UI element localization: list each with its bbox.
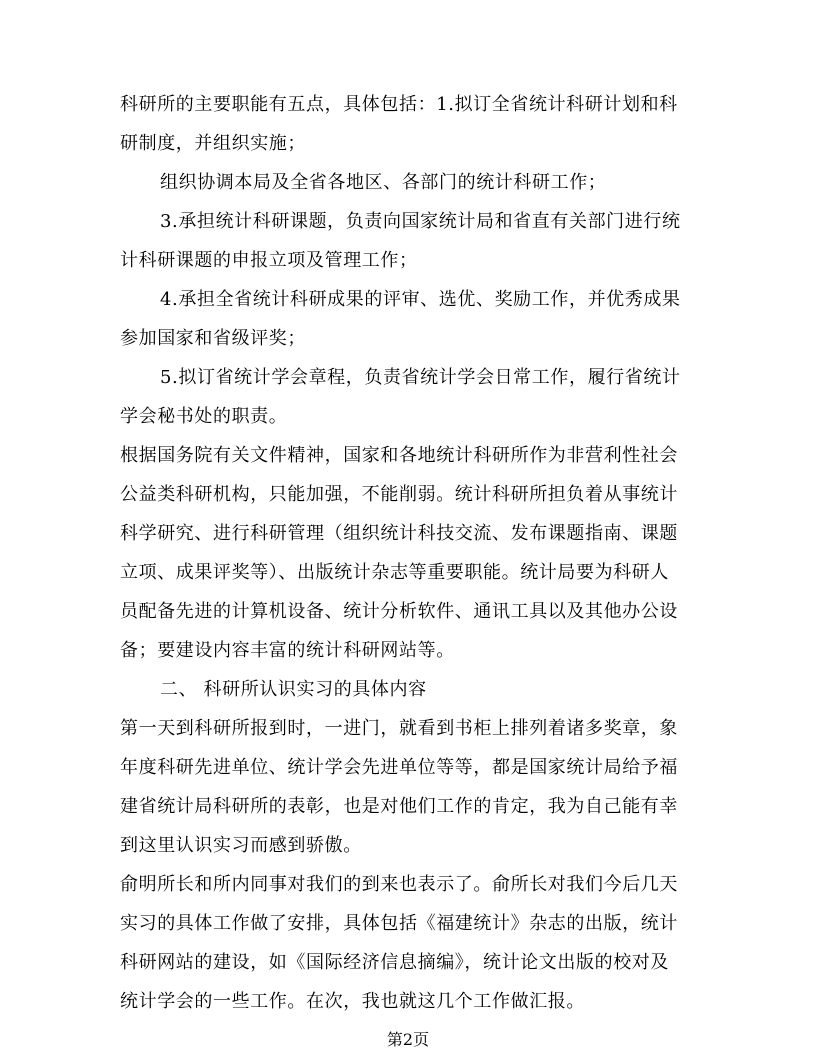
text-line: 员配备先进的计算机设备、统计分析软件、通讯工具以及其他办公设 — [120, 601, 678, 622]
text-line: 统计学会的一些工作。在次，我也就这几个工作做汇报。 — [120, 991, 585, 1012]
text-line: 公益类科研机构，只能加强，不能削弱。统计科研所担负着从事统计 — [120, 484, 678, 505]
text-line: 建省统计局科研所的表彰，也是对他们工作的肯定，我为自己能有幸 — [120, 796, 678, 817]
text-line: 备；要建设内容丰富的统计科研网站等。 — [120, 640, 455, 661]
page-number: 第2页 — [386, 1030, 430, 1049]
text-line: 第一天到科研所报到时，一进门，就看到书柜上排列着诸多奖章，象 — [120, 718, 678, 739]
text-line: 计科研课题的申报立项及管理工作； — [120, 250, 418, 271]
text-line: 科学研究、进行科研管理（组织统计科技交流、发布课题指南、课题 — [120, 523, 678, 544]
text-line: 5.拟订省统计学会章程，负责省统计学会日常工作，履行省统计 — [160, 367, 681, 388]
text-line: 科研网站的建设，如《国际经济信息摘编》，统计论文出版的校对及 — [120, 952, 669, 973]
text-line: 3.承担统计科研课题，负责向国家统计局和省直有关部门进行统 — [160, 211, 681, 232]
text-line: 组织协调本局及全省各地区、各部门的统计科研工作； — [160, 172, 607, 193]
text-line: 俞明所长和所内同事对我们的到来也表示了。俞所长对我们今后几天 — [120, 874, 678, 895]
text-line: 年度科研先进单位、统计学会先进单位等等，都是国家统计局给予福 — [120, 757, 678, 778]
text-line: 参加国家和省级评奖； — [120, 328, 306, 349]
text-line: 到这里认识实习而感到骄傲。 — [120, 835, 362, 856]
text-line: 根据国务院有关文件精神，国家和各地统计科研所作为非营利性社会 — [120, 445, 678, 466]
text-line: 立项、成果评奖等）、出版统计杂志等重要职能。统计局要为科研人 — [120, 562, 669, 583]
text-line: 科研所的主要职能有五点，具体包括：1.拟订全省统计科研计划和科 — [120, 94, 678, 115]
text-line: 实习的具体工作做了安排，具体包括《福建统计》杂志的出版，统计 — [120, 913, 678, 934]
section-heading: 二、 科研所认识实习的具体内容 — [160, 679, 427, 700]
text-line: 研制度，并组织实施； — [120, 133, 306, 154]
text-line: 学会秘书处的职责。 — [120, 406, 288, 427]
text-line: 4.承担全省统计科研成果的评审、选优、奖励工作，并优秀成果 — [160, 289, 681, 310]
